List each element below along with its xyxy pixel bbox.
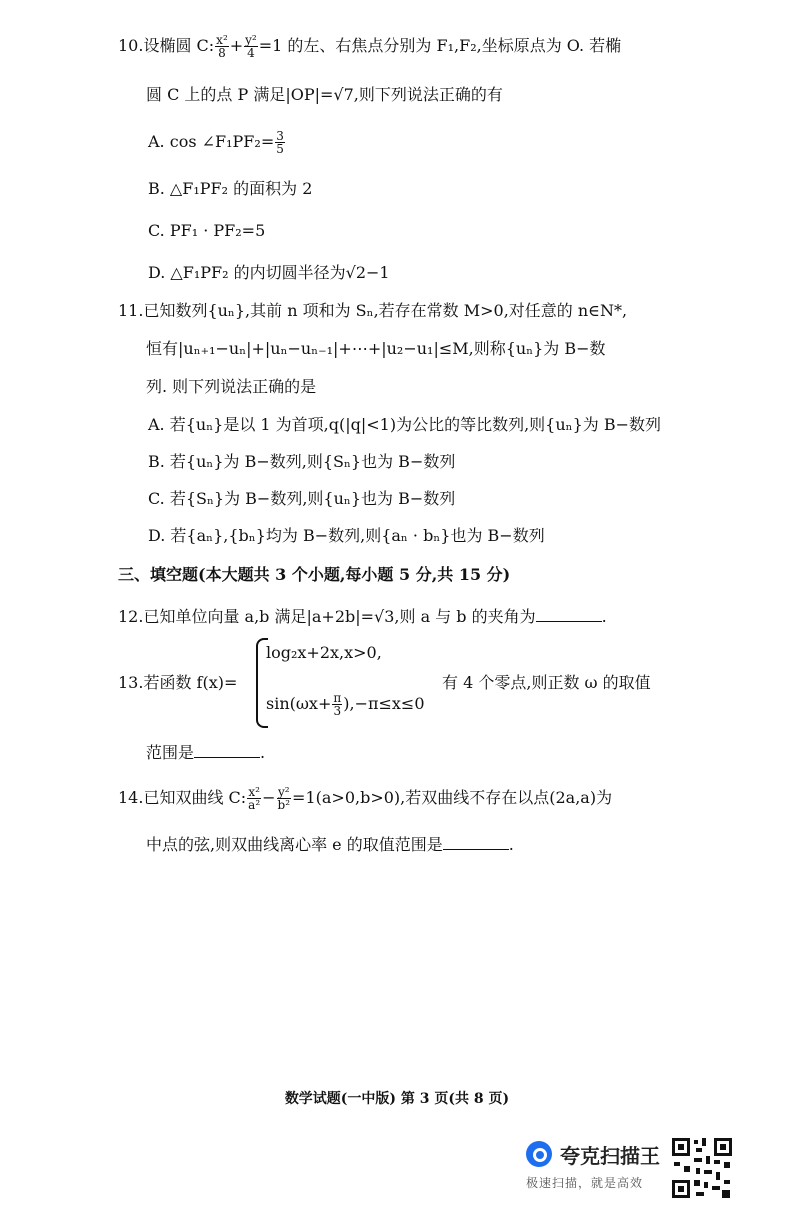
q13-piece2 [266, 692, 425, 717]
q14-end: . [508, 835, 514, 854]
ellipse-x-fraction [215, 34, 229, 59]
q10-line2: 圆 C 上的点 P 满足|OP|=√7,则下列说法正确的有 [146, 85, 503, 104]
q14-answer-blank [443, 835, 509, 850]
q13-answer-blank [194, 743, 260, 758]
frac-den: 3 [333, 704, 342, 718]
section-3-heading: 三、填空题(本大题共 3 个小题,每小题 5 分,共 15 分) [118, 565, 511, 584]
q13-piece1: log₂x+2x,x>0, [266, 643, 382, 662]
q13-line2-text: 范围是 [146, 743, 195, 762]
page-footer: 数学试题(一中版) 第 3 页(共 8 页) [284, 1091, 510, 1107]
q12-answer-blank [536, 607, 602, 622]
q11-line1: 11.已知数列{uₙ},其前 n 项和为 Sₙ,若存在常数 M>0,对任意的 n∈N*, [118, 301, 628, 320]
piece2-text: sin(ωx+ [266, 694, 332, 713]
pi-over-3-fraction [332, 692, 342, 717]
q11-line3: 列. 则下列说法正确的是 [146, 377, 317, 396]
quark-logo-icon [526, 1141, 552, 1167]
q11-option-c: C. 若{Sₙ}为 B−数列,则{uₙ}也为 B−数列 [148, 489, 456, 508]
frac-den: 8 [218, 46, 226, 60]
frac-num: 3 [276, 129, 284, 143]
piece2-suffix: ),−π≤x≤0 [343, 694, 425, 713]
frac-num: y² [278, 785, 290, 799]
q10-option-d: D. △F₁PF₂ 的内切圆半径为√2−1 [148, 263, 390, 282]
q13-suffix: 有 4 个零点,则正数 ω 的取值 [442, 673, 651, 692]
frac-den: b² [277, 798, 291, 812]
q12-text: 12.已知单位向量 a,b 满足|a+2b|=√3,则 a 与 b 的夹角为 [118, 607, 536, 626]
q10-suffix: =1 的左、右焦点分别为 F₁,F₂,坐标原点为 O. 若椭 [258, 36, 622, 55]
q11-option-d: D. 若{aₙ},{bₙ}均为 B−数列,则{aₙ · bₙ}也为 B−数列 [148, 526, 545, 545]
frac-num: x² [216, 33, 228, 47]
q13-line2 [146, 742, 265, 764]
q11-option-b: B. 若{uₙ}为 B−数列,则{Sₙ}也为 B−数列 [148, 452, 456, 471]
q14-line2-text: 中点的弦,则双曲线离心率 e 的取值范围是 [146, 835, 443, 854]
q14-line2 [146, 834, 514, 856]
q14-line1 [118, 786, 612, 811]
q12-end: . [601, 607, 607, 626]
q11-option-a: A. 若{uₙ}是以 1 为首项,q(|q|<1)为公比的等比数列,则{uₙ}为 B−数列 [148, 415, 662, 434]
q10-option-a [148, 130, 286, 155]
q11-line2: 恒有|uₙ₊₁−uₙ|+|uₙ−uₙ₋₁|+⋯+|u₂−u₁|≤M,则称{uₙ}为 B−数 [146, 339, 606, 358]
option-a-fraction [275, 130, 285, 155]
plus-sign: + [229, 36, 244, 55]
frac-den: 4 [247, 46, 255, 60]
hyperbola-y-fraction [277, 786, 292, 811]
q13-prefix: 13.若函数 f(x)= [118, 673, 238, 692]
minus-sign: − [262, 788, 276, 807]
q14-prefix: 14.已知双曲线 C: [118, 788, 247, 807]
brand-slogan: 极速扫描，就是高效 [526, 1176, 644, 1190]
frac-num: π [333, 691, 342, 705]
qr-code-icon [670, 1136, 734, 1200]
brand-name: 夸克扫描王 [560, 1144, 660, 1168]
qr-code-graphic [670, 1136, 734, 1200]
scanner-brand [526, 1138, 666, 1194]
q13-end: . [260, 743, 266, 762]
q10-prefix: 10.设椭圆 C: [118, 36, 215, 55]
frac-num: x² [248, 785, 260, 799]
ellipse-y-fraction [244, 34, 258, 59]
option-a-text: A. cos ∠F₁PF₂= [148, 132, 275, 151]
q12-line [118, 606, 607, 628]
q10-option-b: B. △F₁PF₂ 的面积为 2 [148, 179, 313, 198]
frac-den: 5 [276, 142, 284, 156]
q10-option-c: C. PF₁ · PF₂=5 [148, 221, 266, 240]
hyperbola-x-fraction [247, 786, 261, 811]
q10-line1 [118, 34, 621, 59]
frac-den: a² [248, 798, 261, 812]
q14-suffix: =1(a>0,b>0),若双曲线不存在以点(2a,a)为 [292, 788, 613, 807]
frac-num: y² [245, 33, 257, 47]
